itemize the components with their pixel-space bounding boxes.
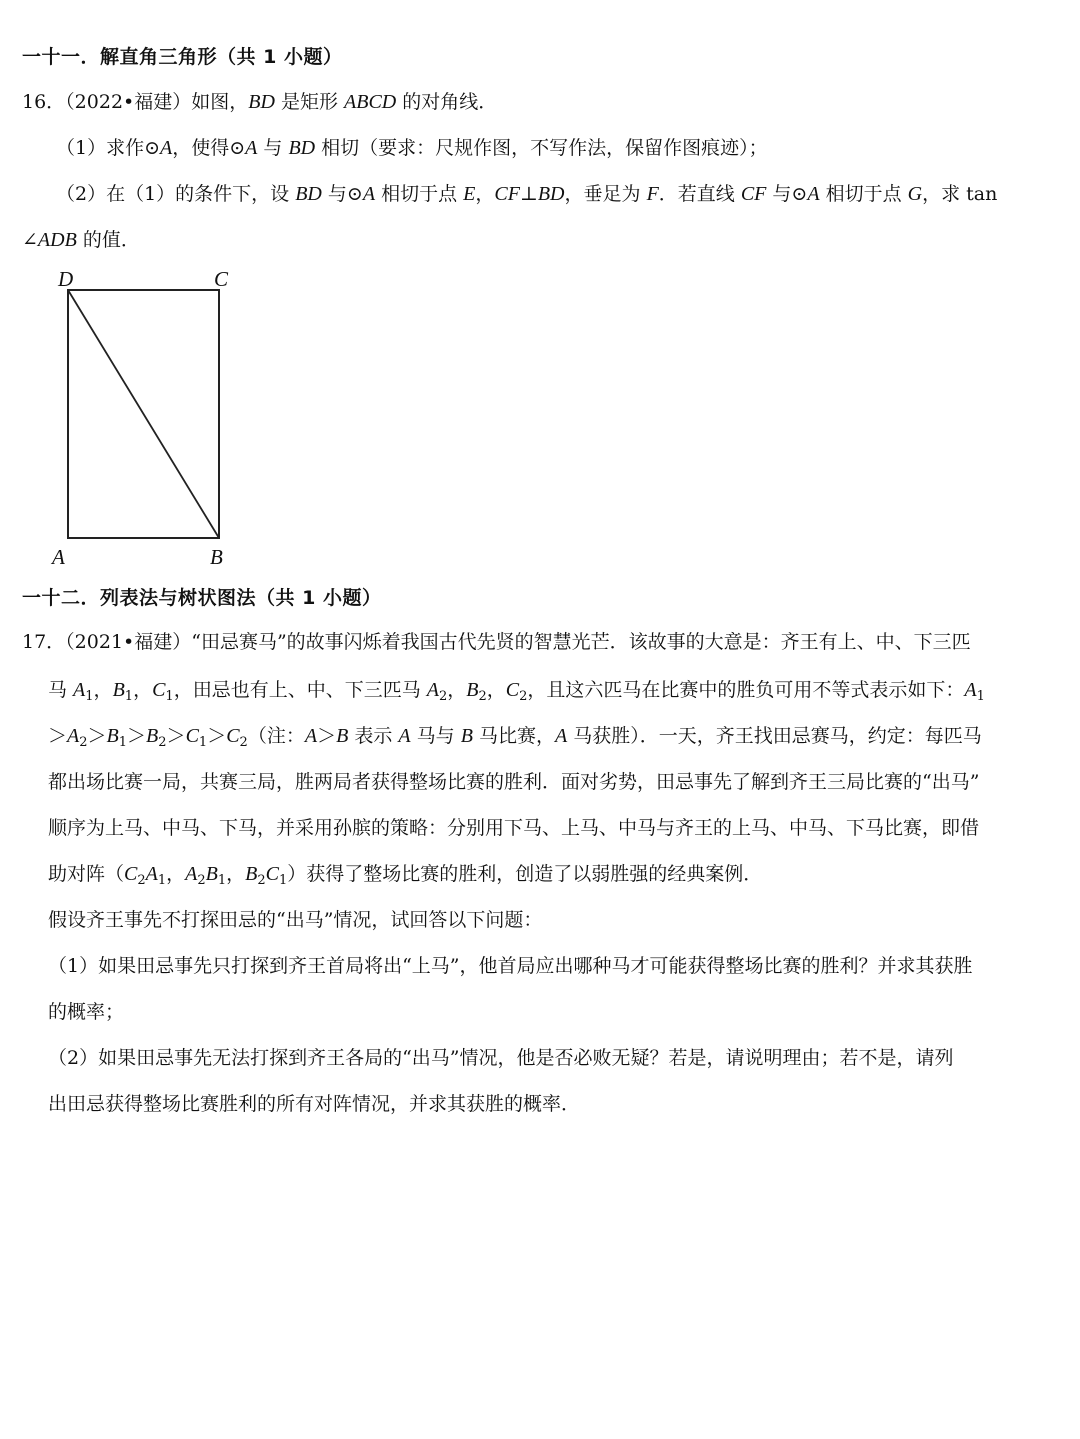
- question-17-line-1: 17．（2021•福建）“田忌赛马”的故事闪烁着我国古代先贤的智慧光芒．该故事的大意是：齐王有上、中、下三匹: [22, 631, 971, 653]
- question-17-part-1-cont: 的概率；: [48, 1001, 125, 1023]
- question-16-part-2-cont: ∠ADB 的值．: [22, 229, 140, 251]
- label-a: A: [52, 545, 65, 569]
- rectangle-abcd-figure: [40, 262, 260, 572]
- question-17-line-4: 都出场比赛一局，共赛三局，胜两局者获得整场比赛的胜利．面对劣势，田忌事先了解到齐王三局比赛的“出马”: [48, 771, 980, 793]
- question-16-part-2: （2）在（1）的条件下，设 BD 与⊙A 相切于点 E，CF⊥BD，垂足为 F．若直线 CF 与⊙A 相切于点 G，求 tan: [56, 183, 998, 205]
- section-heading-12: 一十二．列表法与树状图法（共 1 小题）: [22, 587, 382, 609]
- question-17-part-2: （2）如果田忌事先无法打探到齐王各局的“出马”情况，他是否必败无疑？若是，请说明理由；若不是，请列: [48, 1047, 954, 1069]
- question-17-line-7: 假设齐王事先不打探田忌的“出马”情况，试回答以下问题：: [48, 909, 543, 931]
- question-16-part-1: （1）求作⊙A，使得⊙A 与 BD 相切（要求：尺规作图，不写作法，保留作图痕迹）；: [56, 137, 768, 159]
- label-d: D: [58, 267, 74, 291]
- question-17-line-2: 马 $A_1$，$B_1$，$C_1$，田忌也有上、中、下三匹马 $A_2$，$B_2$，$C_2$，且这六匹马在比赛中的胜负可用不等式表示如下：$A_1$: [48, 679, 985, 704]
- label-c: C: [214, 267, 229, 291]
- diagonal-bd: [68, 290, 219, 538]
- label-b: B: [210, 545, 223, 569]
- question-17-line-5: 顺序为上马、中马、下马，并采用孙膑的策略：分别用下马、上马、中马与齐王的上马、中马、下马比赛，即借: [48, 817, 980, 839]
- question-17-part-1: （1）如果田忌事先只打探到齐王首局将出“上马”，他首局应出哪种马才可能获得整场比赛的胜利？并求其获胜: [48, 955, 973, 977]
- question-16-stem: 16．（2022•福建）如图，BD 是矩形 ABCD 的对角线．: [22, 91, 498, 113]
- question-17-line-6: 助对阵（$C_2A_1$，$A_2B_1$，$B_2C_1$）获得了整场比赛的胜利，创造了以弱胜强的经典案例．: [48, 863, 763, 888]
- question-17-line-3: $>A_2>B_1>B_2>C_1>C_2$（注：A＞B 表示 A 马与 B 马比赛，A 马获胜）．一天，齐王找田忌赛马，约定：每匹马: [48, 725, 982, 750]
- question-17-part-2-cont: 出田忌获得整场比赛胜利的所有对阵情况，并求其获胜的概率．: [48, 1093, 581, 1115]
- section-heading-11: 一十一．解直角三角形（共 1 小题）: [22, 46, 343, 68]
